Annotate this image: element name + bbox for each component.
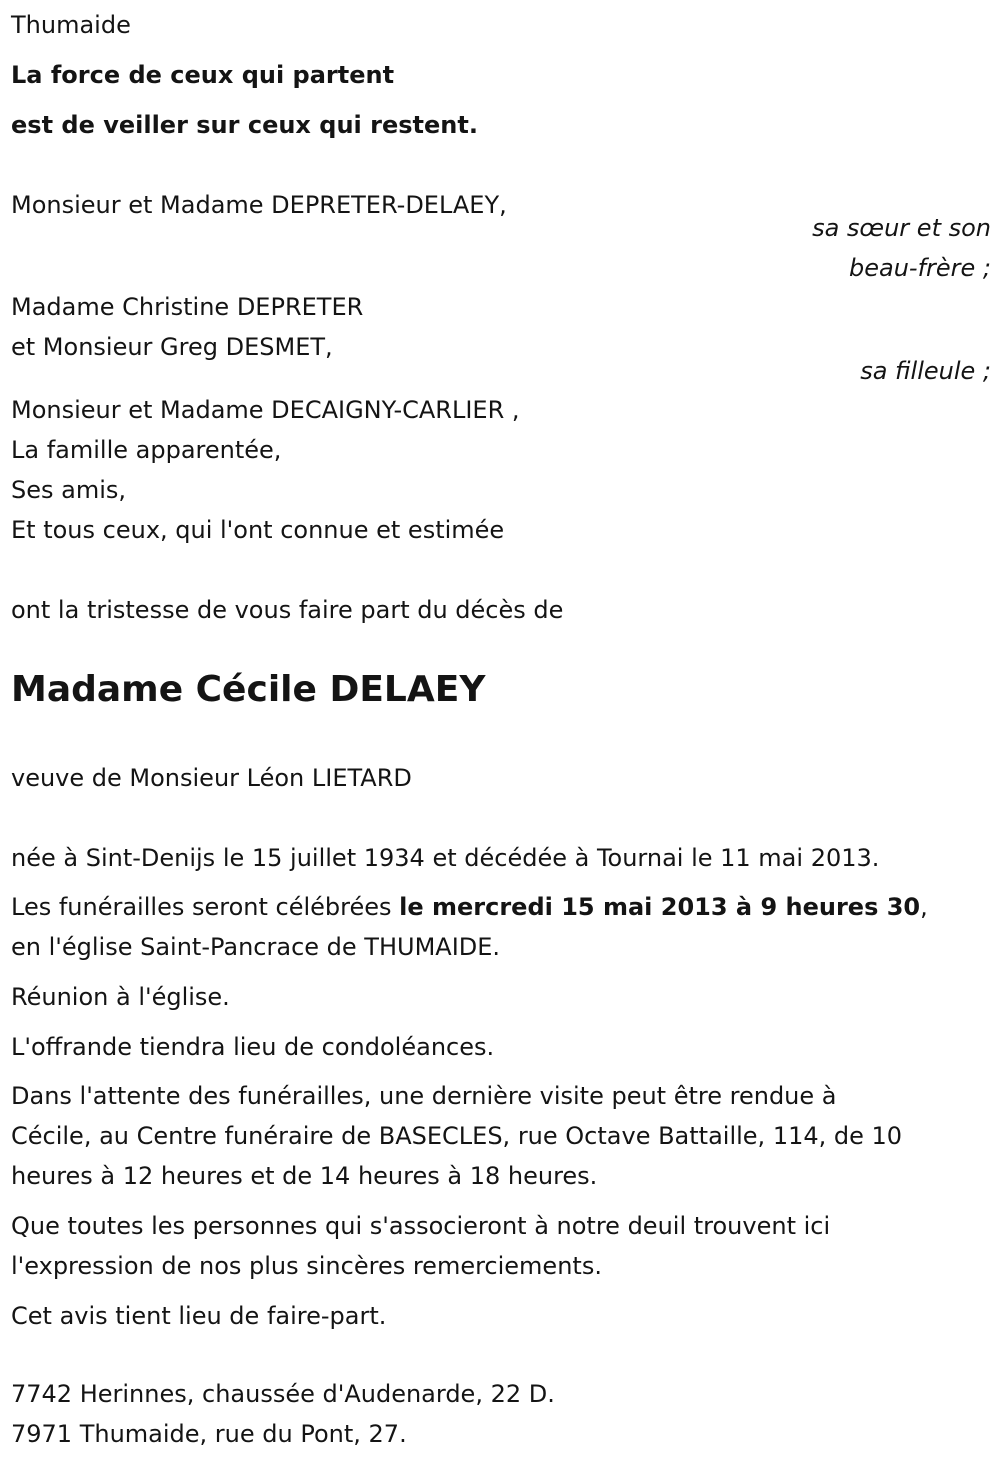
family-entry-5: Ses amis, — [11, 476, 127, 504]
family-entry-3: Monsieur et Madame DECAIGNY-CARLIER , — [11, 396, 520, 424]
family-entry-4: La famille apparentée, — [11, 436, 282, 464]
visit-line-3: heures à 12 heures et de 14 heures à 18 heures. — [11, 1162, 598, 1190]
family-entry-1: Monsieur et Madame DEPRETER-DELAEY, — [11, 191, 507, 219]
quote-line-2: est de veiller sur ceux qui restent. — [11, 111, 478, 139]
thanks-line-1: Que toutes les personnes qui s'associeront à notre deuil trouvent ici — [11, 1212, 831, 1240]
visit-line-2: Cécile, au Centre funéraire de BASECLES, rue Octave Battaille, 114, de 10 — [11, 1122, 903, 1150]
announcement-intro: ont la tristesse de vous faire part du décès de — [11, 596, 564, 624]
birth-death-dates: née à Sint-Denijs le 15 juillet 1934 et décédée à Tournai le 11 mai 2013. — [11, 844, 880, 872]
offering-note: L'offrande tiendra lieu de condoléances. — [11, 1033, 495, 1061]
family-relation-2: sa filleule ; — [860, 357, 991, 385]
widow-of: veuve de Monsieur Léon LIETARD — [11, 764, 412, 792]
family-relation-1-line-2: beau-frère ; — [848, 254, 991, 282]
address-1: 7742 Herinnes, chaussée d'Audenarde, 22 D. — [11, 1380, 555, 1408]
visit-line-1: Dans l'attente des funérailles, une dernière visite peut être rendue à — [11, 1082, 837, 1110]
thanks-line-2: l'expression de nos plus sincères remerciements. — [11, 1252, 602, 1280]
funeral-date: le mercredi 15 mai 2013 à 9 heures 30 — [399, 893, 921, 921]
meeting-note: Réunion à l'église. — [11, 983, 230, 1011]
deceased-name: Madame Cécile DELAEY — [11, 669, 486, 710]
address-2: 7971 Thumaide, rue du Pont, 27. — [11, 1420, 407, 1448]
family-entry-6: Et tous ceux, qui l'ont connue et estimée — [11, 516, 505, 544]
funeral-date-line — [11, 887, 928, 927]
family-relation-1-line-1: sa sœur et son — [812, 214, 991, 242]
family-entry-2-line-2: et Monsieur Greg DESMET, — [11, 333, 333, 361]
notice-text: Cet avis tient lieu de faire-part. — [11, 1302, 387, 1330]
funeral-suffix: , — [920, 893, 928, 921]
place-name: Thumaide — [11, 11, 131, 39]
funeral-prefix: Les funérailles seront célébrées — [11, 893, 400, 921]
quote-line-1: La force de ceux qui partent — [11, 61, 395, 89]
funeral-place: en l'église Saint-Pancrace de THUMAIDE. — [11, 933, 501, 961]
family-entry-2-line-1: Madame Christine DEPRETER — [11, 293, 364, 321]
